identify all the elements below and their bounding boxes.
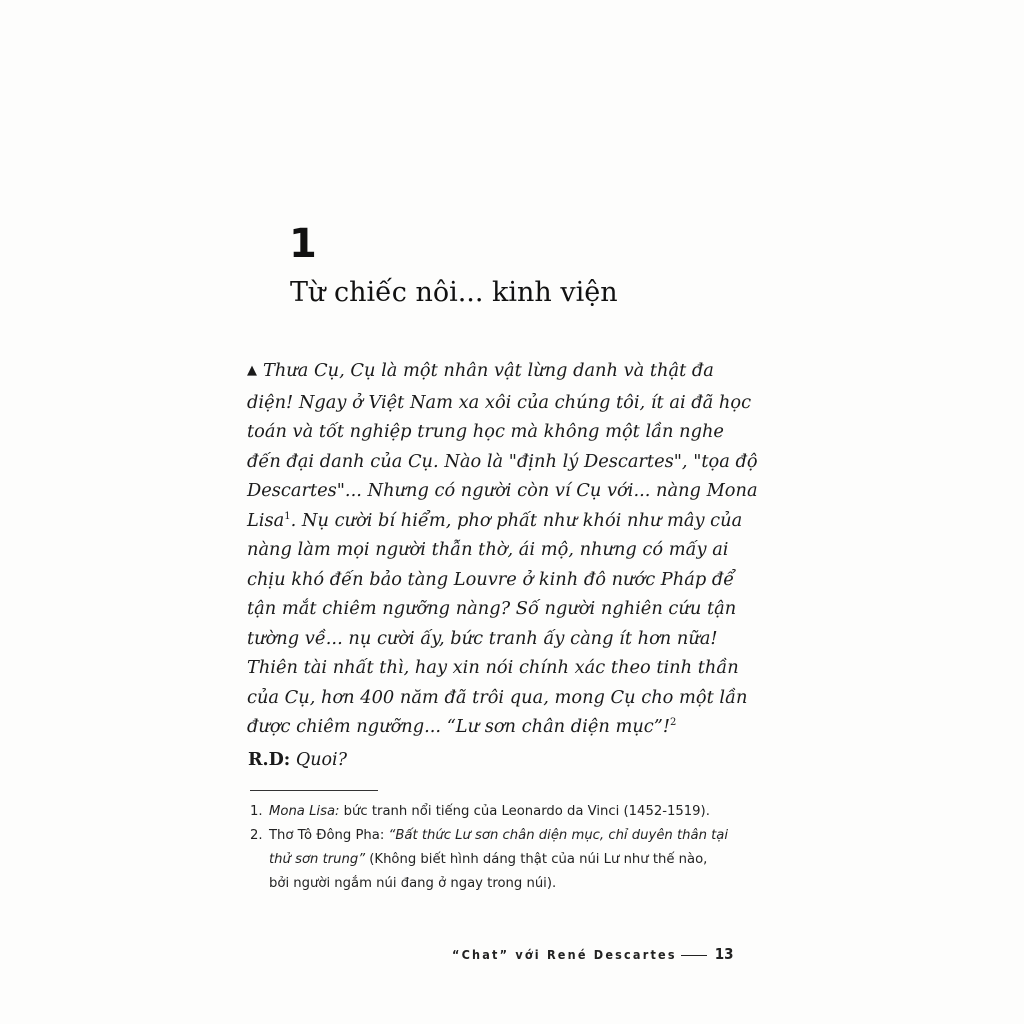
footnote-number: 1. — [250, 804, 263, 819]
body-line-text: . Nụ cười bí hiểm, phơ phất như khói như mây của — [290, 509, 743, 531]
body-line — [247, 506, 743, 536]
body-line-text: Lisa — [247, 509, 285, 531]
speaker-label: R.D: — [248, 750, 291, 770]
footnote-divider — [250, 790, 378, 791]
body-line: đến đại danh của Cụ. Nào là "định lý Descartes", "tọa độ — [247, 450, 758, 472]
body-line: chịu khó đến bảo tàng Louvre ở kinh đô nước Pháp để — [247, 568, 735, 590]
chapter-title: Từ chiếc nôi... kinh viện — [290, 277, 618, 308]
body-line: của Cụ, hơn 400 năm đã trôi qua, mong Cụ cho một lần — [247, 686, 748, 708]
body-line — [247, 712, 737, 742]
reply-text: Quoi? — [295, 750, 347, 770]
body-line: nàng làm mọi người thẫn thờ, ái mộ, nhưng có mấy ai — [247, 539, 729, 560]
reply-line — [248, 746, 347, 774]
body-line: Thiên tài nhất thì, hay xin nói chính xác theo tinh thần — [247, 657, 739, 678]
footnotes — [250, 800, 730, 896]
footnote-2 — [250, 824, 730, 896]
footnote-quote: “Bất thức Lư sơn chân diện mục, chỉ duyên thân tại thử sơn trung” — [269, 828, 729, 867]
footnote-1 — [250, 800, 730, 824]
footer-dash — [681, 955, 707, 956]
footnote-ref-2[interactable]: 2 — [669, 717, 677, 729]
footnote-number: 2. — [250, 828, 263, 843]
body-line: diện! Ngay ở Việt Nam xa xôi của chúng tôi, ít ai đã học — [247, 391, 752, 413]
body-line: tường về... nụ cười ấy, bức tranh ấy càng ít hơn nữa! — [247, 627, 718, 649]
body-line — [247, 356, 737, 388]
footnote-ref-1[interactable]: 1 — [284, 510, 291, 522]
running-title: “Chat” với René Descartes — [452, 947, 677, 962]
body-line: Descartes"... Nhưng có người còn ví Cụ với... nàng Mona — [247, 480, 758, 501]
chapter-number: 1 — [289, 221, 317, 267]
footnote-prefix: Thơ Tô Đông Pha: — [269, 828, 389, 843]
running-footer — [452, 942, 734, 967]
page-number: 13 — [714, 945, 734, 963]
footnote-text: bức tranh nổi tiếng của Leonardo da Vinci (1452-1519). — [339, 804, 710, 819]
question-paragraph — [247, 356, 758, 742]
body-line-text: được chiêm ngưỡng... “Lư sơn chân diện mục”! — [247, 716, 670, 737]
body-line: tận mắt chiêm ngưỡng nàng? Số người nghiên cứu tận — [247, 598, 737, 619]
body-line: toán và tốt nghiệp trung học mà không một lần nghe — [247, 421, 724, 442]
triangle-marker-icon: ▲ — [247, 363, 257, 378]
body-line-text: Thưa Cụ, Cụ là một nhân vật lừng danh và thật đa — [263, 360, 714, 381]
footnote-text: (Không biết hình dáng thật của núi Lư như thế nào, bởi người ngắm núi đang ở ngay trong núi). — [269, 852, 708, 891]
footnote-term: Mona Lisa: — [269, 804, 340, 819]
